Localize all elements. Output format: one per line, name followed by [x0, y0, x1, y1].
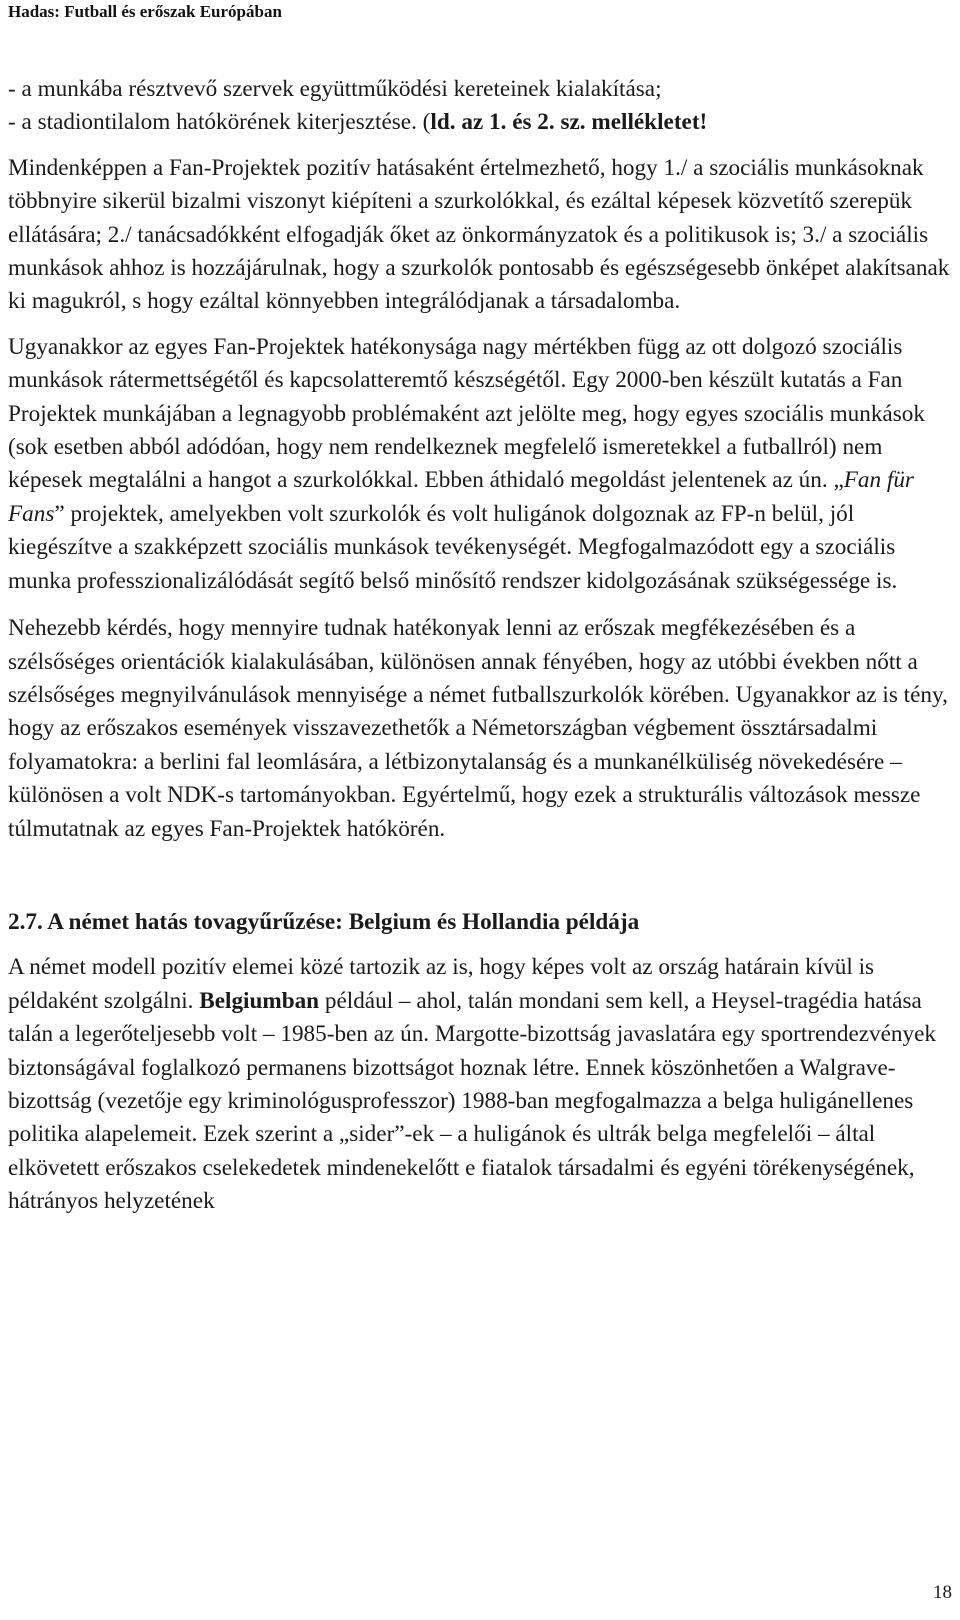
running-header: Hadas: Futball és erőszak Európában: [8, 2, 282, 21]
paragraph-text: ” projektek, amelyekben volt szurkolók és volt huligánok dolgoznak az FP-n belül, jól kiegészítve a szakképzett szociális munkások tevékenységét. Megfogalmazódott egy a szociális munka professzionalizálódását segítő belső minősítő rendszer kidolgozásának szükségessége is.: [8, 500, 898, 594]
paragraph: Nehezebb kérdés, hogy mennyire tudnak hatékonyak lenni az erőszak megfékezésében és a szélsőséges orientációk kialakulásában, különösen annak fényében, hogy az utóbbi években nőtt a szélsőséges megnyilvánulások mennyisége a német futballszurkolók körében. Ugyanakkor az is tény, hogy az erőszakos események visszavezethetők a Németországban végbement össztársadalmi folyamatokra: a berlini fal leomlására, a létbizonytalanság és a munkanélküliség növekedésére – különösen a volt NDK-s tartományokban. Egyértelmű, hogy ezek a strukturális változások messze túlmutatnak az egyes Fan-Projektek hatókörén.: [8, 615, 948, 842]
list-item: [8, 106, 953, 139]
section-heading: 2.7. A német hatás tovagyűrűzése: Belgium és Hollandia példája: [8, 908, 640, 935]
paragraph: [8, 951, 953, 1218]
paragraph-text: Ugyanakkor az egyes Fan-Projektek hatékonysága nagy mértékben függ az ott dolgozó szociális munkások rátermettségétől és kapcsolatteremtő készségétől. Egy 2000-ben készült kutatás a Fan Projektek munkájában a legnagyobb problémaként azt jelölte meg, hogy egyes szociális munkások (sok esetben abból adódóan, hogy nem rendelkeznek megfelelő ismeretekkel a futballról) nem képesek megtalálni a hangot a szurkolókkal. Ebben áthidaló megoldást jelentenek az ún. „: [8, 333, 925, 494]
paragraph-text: például – ahol, talán mondani sem kell, a Heysel-tragédia hatása talán a legerőteljesebb volt – 1985-ben az ún. Margotte-bizottság javaslatára egy sportrendezvények biztonságával foglalkozó permanens bizottságot hoznak létre. Ennek köszönhetően a Walgrave-bizottság (vezetője egy kriminológusprofesszor) 1988-ban megfogalmazza a belga huligánellenes politika alapelemeit. Ezek szerint a „sider”-ek – a huligánok és ultrák belga megfelelői – által elkövetett erőszakos cselekedetek mindenekelőtt e fiatalok társadalmi és egyéni törékenységének, hátrányos helyzetének: [8, 987, 937, 1215]
list-item: - a munkába résztvevő szervek együttműködési kereteinek kialakítása;: [8, 76, 662, 102]
list-item-text: - a stadiontilalom hatókörének kiterjesztése. (: [8, 109, 431, 136]
page-number: 18: [933, 1582, 952, 1603]
italic-term: Fan für Fans: [8, 467, 914, 527]
paragraph: [8, 331, 953, 598]
document-body: [8, 73, 953, 1219]
bold-term: Belgiumban: [199, 987, 320, 1014]
paragraph: Mindenképpen a Fan-Projektek pozitív hatásaként értelmezhető, hogy 1./ a szociális munkásoknak többnyire sikerül bizalmi viszonyt kiépíteni a szurkolókkal, és ezáltal képesek közvetítő szerepük ellátására; 2./ tanácsadókként elfogadják őket az önkormányzatok és a politikusok is; 3./ a szociális munkások ahhoz is hozzájárulnak, hogy a szurkolók pontosabb és egészségesebb önképet alakítsanak ki magukról, s hogy ezáltal könnyebben integrálódjanak a társadalomba.: [8, 154, 950, 315]
annex-reference: ld. az 1. és 2. sz. mellékletet!: [430, 109, 708, 136]
paragraph-text: A német modell pozitív elemei közé tartozik az is, hogy képes volt az ország határain kívül is példaként szolgálni.: [8, 954, 875, 1014]
